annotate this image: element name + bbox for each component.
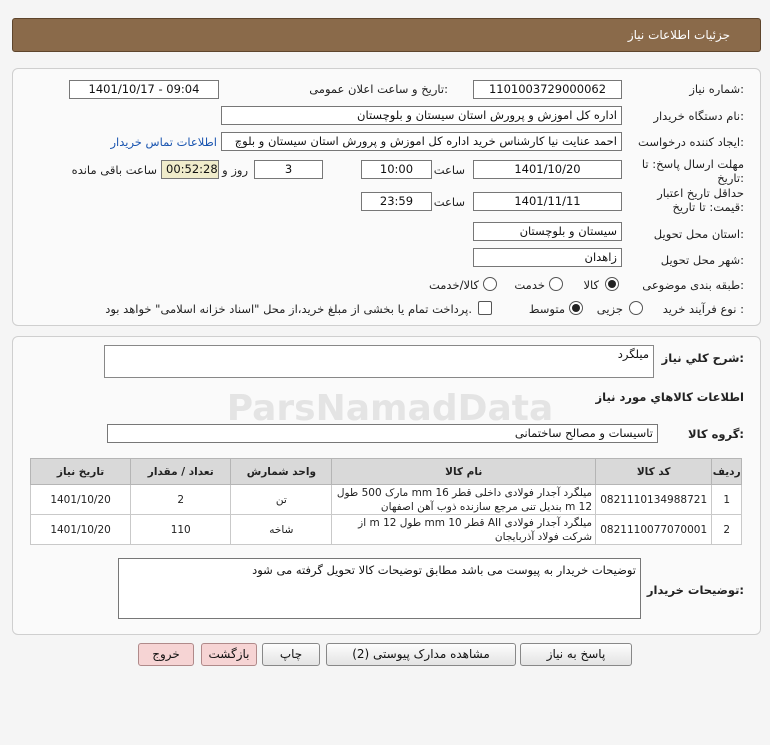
- deadline-label-line1: مهلت ارسال پاسخ: تا: [641, 157, 744, 171]
- treasury-payment-note: پرداخت تمام یا بخشی از مبلغ خرید،از محل "اسناد خزانه اسلامی" خواهد بود.: [105, 302, 472, 316]
- need-number-field: 1101003729000062: [473, 80, 622, 99]
- need-number-label: شماره نیاز:: [689, 82, 744, 96]
- category-option-goods: کالا: [583, 278, 599, 292]
- category-radio-goods[interactable]: [605, 277, 619, 291]
- process-label: نوع فرآیند خرید :: [662, 302, 744, 316]
- cell-unit: تن: [231, 485, 332, 515]
- cell-code: 0821110077070001: [596, 515, 712, 545]
- creator-label: ایجاد کننده درخواست:: [638, 135, 744, 149]
- col-row: ردیف: [712, 459, 742, 485]
- table-row: [31, 485, 742, 515]
- province-field: سیستان و بلوچستان: [473, 222, 622, 241]
- city-label: شهر محل تحویل:: [660, 253, 744, 267]
- process-radio-minor[interactable]: [629, 301, 643, 315]
- col-qty: تعداد / مقدار: [131, 459, 231, 485]
- buyer-org-label: نام دستگاه خریدار:: [653, 109, 744, 123]
- category-label: طبقه بندی موضوعی:: [642, 278, 744, 292]
- buyer-notes-field: توضیحات خریدار به پیوست می باشد مطابق توضیحات کالا تحویل گرفته می شود: [118, 558, 641, 619]
- category-option-goods-service: کالا/خدمت: [428, 278, 479, 292]
- cell-unit: شاخه: [231, 515, 332, 545]
- days-label: روز و: [222, 163, 248, 177]
- group-label: گروه کالا:: [688, 427, 744, 441]
- deadline-time-field: 10:00: [361, 160, 432, 179]
- deadline-date-field: 1401/10/20: [473, 160, 622, 179]
- announce-field: 1401/10/17 - 09:04: [69, 80, 219, 99]
- cell-name: میلگرد آجدار فولادی داخلی قطر 16 mm مارک 500 طول 12 m بندیل تنی مرجع سازنده ذوب آهن اصفهان: [332, 485, 596, 515]
- creator-field: احمد عنایت نیا کارشناس خرید اداره کل اموزش و پرورش استان سیستان و بلوچ: [221, 132, 622, 151]
- validity-time-label: ساعت: [433, 195, 465, 209]
- days-field: 3: [254, 160, 323, 179]
- process-radio-medium[interactable]: [569, 301, 583, 315]
- items-title: اطلاعات کالاهاي مورد نياز: [595, 390, 744, 404]
- cell-name: میلگرد آجدار فولادی AII قطر 10 mm طول 12 m از شرکت فولاد آذربایجان: [332, 515, 596, 545]
- validity-label-line2: قیمت: تا تاریخ:: [672, 200, 744, 214]
- page-title: جزئیات اطلاعات نیاز: [627, 28, 730, 42]
- cell-code: 0821110134988721: [596, 485, 712, 515]
- exit-button[interactable]: خروج: [138, 643, 194, 666]
- buyer-org-field: اداره کل اموزش و پرورش استان سیستان و بلوچستان: [221, 106, 622, 125]
- cell-row: 1: [712, 485, 742, 515]
- validity-label: [657, 186, 744, 214]
- summary-field: میلگرد: [104, 345, 654, 378]
- deadline-time-label: ساعت: [433, 163, 465, 177]
- col-date: تاریخ نیاز: [31, 459, 131, 485]
- col-code: کد کالا: [596, 459, 712, 485]
- cell-row: 2: [712, 515, 742, 545]
- validity-date-field: 1401/11/11: [473, 192, 622, 211]
- validity-label-line1: حداقل تاریخ اعتبار: [657, 186, 744, 200]
- items-table: [30, 458, 742, 545]
- remaining-label: ساعت باقی مانده: [71, 163, 157, 177]
- col-name: نام کالا: [332, 459, 596, 485]
- deadline-label-line2: تاریخ:: [717, 171, 744, 185]
- cell-date: 1401/10/20: [31, 515, 131, 545]
- back-button[interactable]: بازگشت: [201, 643, 257, 666]
- attachments-button[interactable]: مشاهده مدارک پیوستی (2): [326, 643, 516, 666]
- watermark-logo: ParsNamadData: [226, 388, 554, 429]
- category-radio-service[interactable]: [549, 277, 563, 291]
- province-label: استان محل تحویل:: [653, 227, 744, 241]
- reply-button[interactable]: پاسخ به نیاز: [520, 643, 632, 666]
- group-field: تاسیسات و مصالح ساختمانی: [107, 424, 658, 443]
- cell-qty: 110: [131, 515, 231, 545]
- summary-label: شرح کلي نياز:: [661, 351, 744, 365]
- announce-label: تاریخ و ساعت اعلان عمومی:: [309, 82, 448, 96]
- contact-buyer-link[interactable]: اطلاعات تماس خریدار: [110, 135, 217, 149]
- print-button[interactable]: چاپ: [262, 643, 320, 666]
- process-option-medium: متوسط: [528, 302, 565, 316]
- buyer-notes-label: توضیحات خریدار:: [646, 583, 744, 597]
- remaining-time-field: 00:52:28: [161, 160, 219, 179]
- col-unit: واحد شمارش: [231, 459, 332, 485]
- validity-time-field: 23:59: [361, 192, 432, 211]
- cell-date: 1401/10/20: [31, 485, 131, 515]
- treasury-payment-checkbox[interactable]: [478, 301, 492, 315]
- category-radio-goods-service[interactable]: [483, 277, 497, 291]
- city-field: زاهدان: [473, 248, 622, 267]
- items-table-header: [31, 459, 742, 485]
- cell-qty: 2: [131, 485, 231, 515]
- table-row: [31, 515, 742, 545]
- page-header: [12, 18, 761, 52]
- deadline-label: [642, 157, 744, 185]
- category-option-service: خدمت: [514, 278, 545, 292]
- process-option-minor: جزیی: [596, 302, 623, 316]
